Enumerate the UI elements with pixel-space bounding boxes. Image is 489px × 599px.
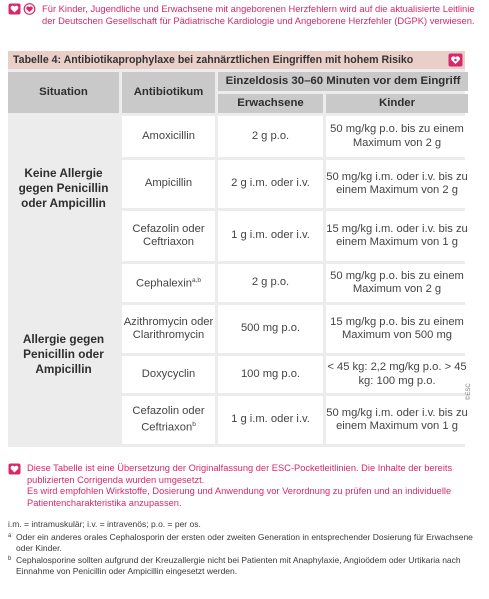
antibiotic-table-container [8, 51, 468, 447]
bottom-note-text [27, 463, 484, 509]
note-icons [8, 463, 21, 509]
antibiotic-table [5, 69, 471, 447]
table-title-bar [8, 51, 465, 69]
child-dose-cell: 50 mg/kg i.m. oder i.v. bis zu einem Maximum von 2 g [326, 160, 468, 208]
antibiotic-cell [122, 264, 215, 302]
antibiotic-cell [122, 396, 215, 444]
situation-cell: Allergie gegen Penicillin oder Ampicillin [8, 264, 119, 444]
footnote-a-text: Oder ein anderes orales Cephalosporin der ersten oder zweiten Generation in entsprechender Dosierung für Erwachsene oder Kinder. [16, 532, 473, 554]
header-children: Kinder [326, 94, 468, 113]
top-note [8, 3, 484, 26]
adult-dose-cell: 2 g p.o. [218, 116, 323, 157]
child-dose-cell: < 45 kg: 2,2 mg/kg p.o. > 45 kg: 100 mg p.o. [326, 356, 468, 393]
copyright-mark: ©ESC [466, 383, 472, 400]
adult-dose-cell: 1 g i.m. oder i.v. [218, 211, 323, 261]
antibiotic-cell: Doxycyclin [122, 356, 215, 393]
footnote-b [8, 555, 484, 577]
note-icons [8, 3, 36, 26]
bottom-note [8, 463, 484, 509]
table-row [8, 116, 468, 157]
bottom-note-line1: Diese Tabelle ist eine Übersetzung der Originalfassung der ESC-Pocketleitlinien. Die Inhalte der bereits publizierten Corrigenda wurden umgesetzt. [27, 463, 453, 485]
header-row [8, 72, 468, 91]
heart-stamp-icon [8, 3, 21, 15]
child-dose-cell: 50 mg/kg i.m. oder i.v. bis zu einem Maximum von 1 g [326, 396, 468, 444]
footnote-ref: b [192, 421, 196, 429]
child-dose-cell: 15 mg/kg i.m. oder i.v. bis zu einem Maximum von 1 g [326, 211, 468, 261]
child-dose-cell: 50 mg/kg p.o. bis zu einem Maximum von 2 g [326, 116, 468, 157]
footnote-ref: a,b [191, 277, 202, 285]
table-row [8, 264, 468, 302]
guideline-icon [448, 53, 463, 67]
footnote-b-text: Cephalosporine sollten aufgrund der Kreuzallergie nicht bei Patienten mit Anaphylaxie, Angioödem oder Urtikaria nach Einnahme von Penicillin oder Ampicillin eingesetzt werden. [16, 554, 461, 576]
heart-check-icon [23, 3, 36, 15]
antibiotic-cell: Azithromycin oder Clarithromycin [122, 305, 215, 353]
adult-dose-cell: 100 mg p.o. [218, 356, 323, 393]
header-antibiotic: Antibiotikum [122, 72, 215, 113]
table-title: Tabelle 4: Antibiotikaprophylaxe bei zahnärztlichen Eingriffen mit hohem Risiko [13, 54, 414, 66]
bottom-note-line2: Es wird empfohlen Wirkstoffe, Dosierung und Anwendung vor Verordnung zu prüfen und an individuelle Patientencharakteristika anzupassen. [27, 486, 452, 508]
header-adults: Erwachsene [218, 94, 323, 113]
antibiotic-name: Cefazolin oder Ceftriaxon [132, 404, 205, 434]
footnotes [8, 519, 484, 577]
adult-dose-cell: 2 g p.o. [218, 264, 323, 302]
adult-dose-cell: 1 g i.m. oder i.v. [218, 396, 323, 444]
antibiotic-cell: Ampicillin [122, 160, 215, 208]
child-dose-cell: 50 mg/kg p.o. bis zu einem Maximum von 2 g [326, 264, 468, 302]
footnote-a [8, 532, 484, 554]
header-dose-group: Einzeldosis 30–60 Minuten vor dem Eingriff [218, 72, 468, 91]
abbreviations: i.m. = intramuskulär; i.v. = intravenös; p.o. = per os. [8, 519, 201, 529]
table-body-bg [8, 69, 468, 447]
child-dose-cell: 15 mg/kg p.o. bis zu einem Maximum von 500 mg [326, 305, 468, 353]
top-note-text: Für Kinder, Jugendliche und Erwachsene mit angeborenen Herzfehlern wird auf die aktualisierte Leitlinie der Deutschen Gesellschaft für Pädiatrische Kardiologie und Angeborene Herzfehler (DGPK) verwiesen. [42, 3, 475, 26]
antibiotic-name: Cephalexin [135, 278, 192, 291]
header-situation: Situation [8, 72, 119, 113]
antibiotic-cell: Cefazolin oder Ceftriaxon [122, 211, 215, 261]
antibiotic-cell: Amoxicillin [122, 116, 215, 157]
adult-dose-cell: 2 g i.m. oder i.v. [218, 160, 323, 208]
adult-dose-cell: 500 mg p.o. [218, 305, 323, 353]
footnote-a-mark: a [8, 533, 12, 540]
heart-stamp-icon [8, 463, 21, 475]
situation-cell: Keine Allergie gegen Penicillin oder Ampicillin [8, 116, 119, 261]
footnote-b-mark: b [8, 555, 12, 562]
